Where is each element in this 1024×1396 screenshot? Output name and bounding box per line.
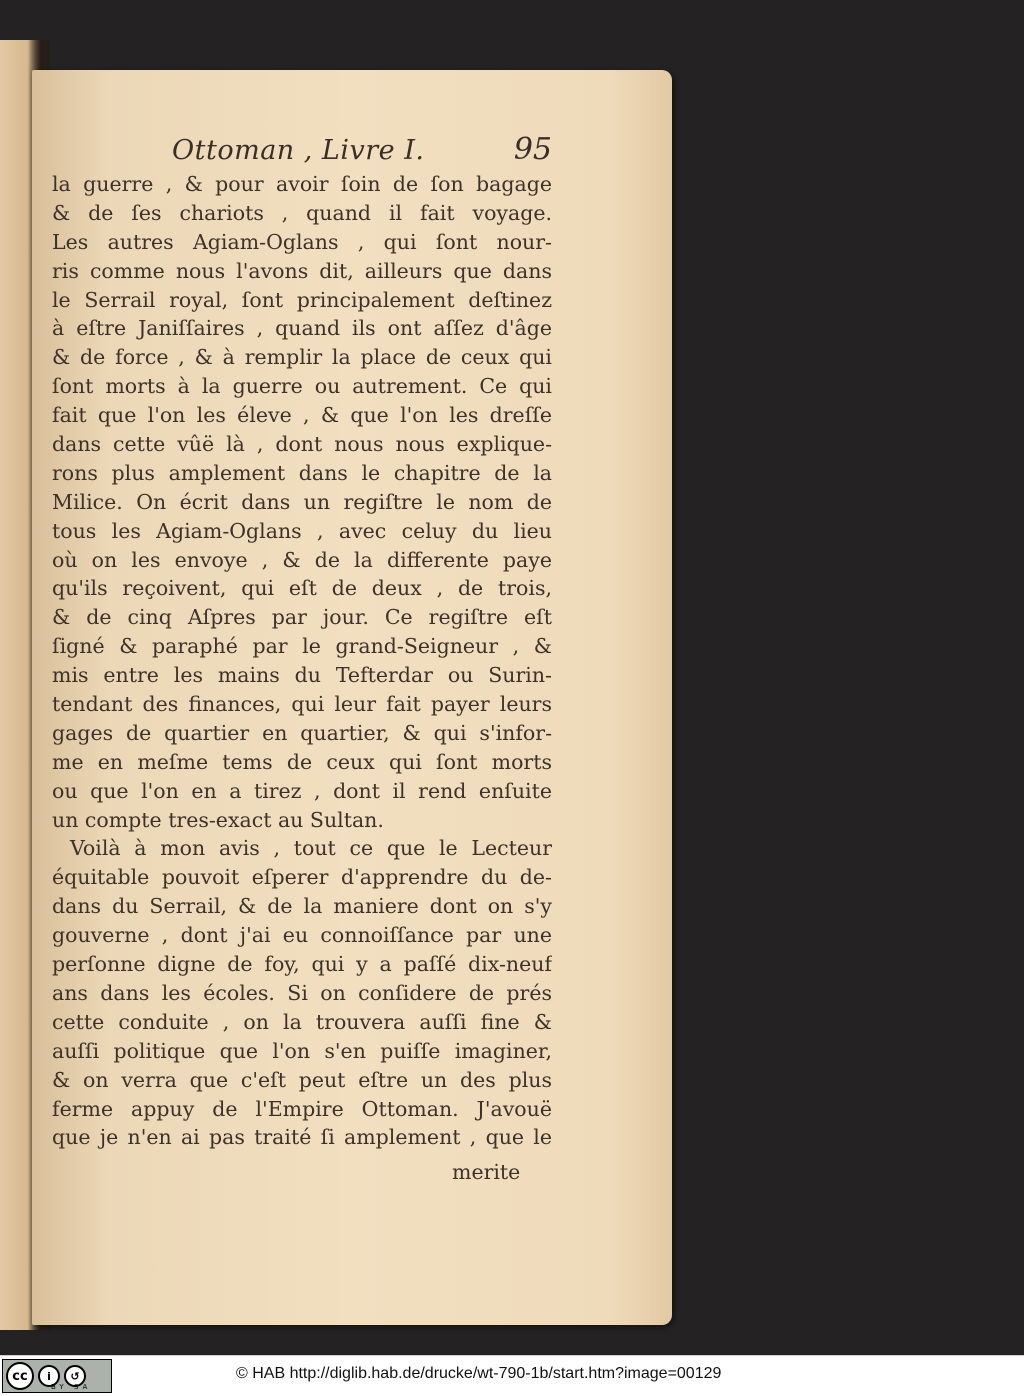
text-line: Les autres Agiam-Oglans , qui ſont nour- [52, 229, 552, 254]
text-line: ſont morts à la guerre ou autrement. Ce qui [52, 374, 552, 399]
text-line: gages de quartier en quartier, & qui s'infor- [52, 720, 552, 745]
attribution-icon: i [38, 1365, 60, 1387]
copyright-credit-link[interactable]: © HAB http://diglib.hab.de/drucke/wt-790-1b/start.htm?image=00129 [236, 1365, 722, 1382]
text-line: Milice. On écrit dans un regiſtre le nom de [52, 489, 552, 514]
cc-license-labels [51, 1383, 91, 1391]
text-line: ferme appuy de l'Empire Ottoman. J'avouë [52, 1096, 552, 1121]
text-line: gouverne , dont j'ai eu connoiſſance par une [52, 923, 552, 948]
text-line: équitable pouvoit eſperer d'apprendre du de- [52, 865, 552, 890]
text-line: dans cette vûë là , dont nous nous explique- [52, 432, 552, 457]
text-line: ſigné & paraphé par le grand-Seigneur , & [52, 634, 552, 659]
text-line: & de force , & à remplir la place de ceux qui [52, 345, 552, 370]
text-line: qu'ils reçoivent, qui eſt de deux , de trois, [52, 576, 552, 601]
page-number: 95 [513, 132, 552, 167]
text-line: où on les envoye , & de la differente paye [52, 547, 552, 572]
text-line: que je n'en ai pas traité ſi amplement , que le [52, 1125, 552, 1150]
text-line: & de ſes chariots , quand il fait voyage. [52, 200, 552, 225]
license-sa-label: SA [73, 1383, 92, 1391]
text-line: & de cinq Aſpres par jour. Ce regiſtre eſt [52, 605, 552, 630]
text-line: & on verra que c'eſt peut eſtre un des plus [52, 1067, 552, 1092]
catchword: merite [452, 1160, 521, 1184]
text-line: tous les Agiam-Oglans , avec celuy du lieu [52, 518, 552, 543]
text-line: un compte tres-exact au Sultan. [52, 807, 384, 832]
text-line: dans du Serrail, & de la maniere dont on s'y [52, 894, 552, 919]
page-body-text [52, 170, 552, 1152]
text-line: ris comme nous l'avons dit, ailleurs que dans [52, 258, 552, 283]
text-line: mis entre les mains du Tefterdar ou Surin- [52, 663, 552, 688]
footer-bar [0, 1355, 1024, 1396]
book-page [32, 70, 672, 1325]
text-line: fait que l'on les éleve , & que l'on les dreſſe [52, 403, 552, 428]
running-title: Ottoman , Livre I. [172, 135, 425, 166]
text-line: la guerre , & pour avoir ſoin de ſon bagage [52, 172, 552, 196]
text-line: cette conduite , on la trouvera auſſi fine & [52, 1009, 552, 1034]
page-header [172, 132, 552, 172]
cc-icon: cc [6, 1362, 34, 1390]
text-line: le Serrail royal, ſont principalement deſtinez [52, 287, 552, 312]
text-line: ou que l'on en a tirez , dont il rend enſuite [52, 778, 552, 803]
text-line: me en meſme tems de ceux qui ſont morts [52, 749, 552, 774]
license-by-label: BY [51, 1383, 68, 1391]
cc-license-badge[interactable] [2, 1359, 112, 1393]
text-line: tendant des finances, qui leur fait payer leurs [52, 692, 552, 717]
text-line: ans dans les écoles. Si on conſidere de prés [52, 980, 552, 1005]
text-line: Voilà à mon avis , tout ce que le Lecteur [70, 836, 552, 861]
text-line: perſonne digne de foy, qui y a paſſé dix-neuf [52, 952, 552, 977]
text-line: rons plus amplement dans le chapitre de la [52, 460, 552, 485]
text-line: à eſtre Janiſſaires , quand ils ont aſſez d'âge [52, 316, 552, 341]
text-line: auſſi politique que l'on s'en puiſſe imaginer, [52, 1038, 552, 1063]
share-alike-icon: ↺ [64, 1365, 86, 1387]
